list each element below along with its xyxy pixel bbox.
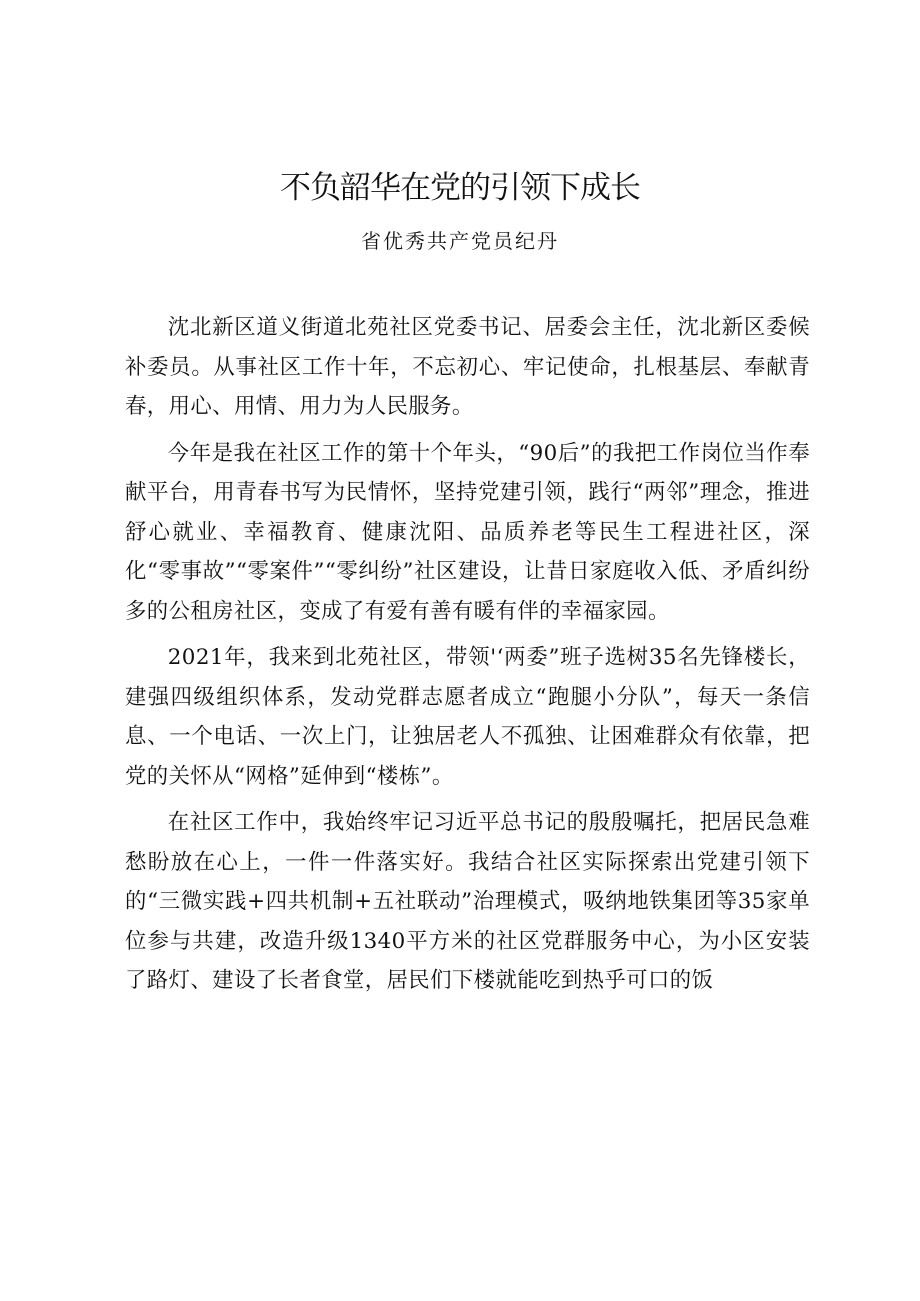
paragraph: 在社区工作中，我始终牢记习近平总书记的殷殷嘱托，把居民急难愁盼放在心上，一件一件落实好。我结合社区实际探索出党建引领下的“三微实践+四共机制+五社联动”治理模式，吸纳地铁集团等35家单位参与共建，改造升级1340平方米的社区党群服务中心，为小区安装了路灯、建设了长者食堂，居民们下楼就能吃到热乎可口的饭 [125, 810, 810, 993]
paragraph: 沈北新区道义街道北苑社区党委书记、居委会主任，沈北新区委候补委员。从事社区工作十年，不忘初心、牢记使命，扎根基层、奉献青春，用心、用情、用力为人民服务。 [125, 315, 810, 419]
document-title: 不负韶华在党的引领下成长 [280, 170, 640, 206]
document-body [125, 308, 810, 1008]
document-subtitle: 省优秀共产党员纪丹 [361, 229, 559, 253]
paragraph: 2021年，我来到北苑社区，带领'‘两委”班子选树35名先锋楼长，建强四级组织体系，发动党群志愿者成立“跑腿小分队”，每天一条信息、一个电话、一次上门，让独居老人不孤独、让困难群众有依靠，把党的关怀从“网格”延伸到“楼栋”。 [125, 645, 810, 789]
paragraph: 今年是我在社区工作的第十个年头，“90后”的我把工作岗位当作奉献平台，用青春书写为民情怀，坚持党建引领，践行“两邻”理念，推进舒心就业、幸福教育、健康沈阳、品质养老等民生工程进社区，深化“零事故”“零案件”“零纠纷”社区建设，让昔日家庭收入低、矛盾纠纷多的公租房社区，变成了有爱有善有暖有伴的幸福家园。 [125, 440, 810, 624]
